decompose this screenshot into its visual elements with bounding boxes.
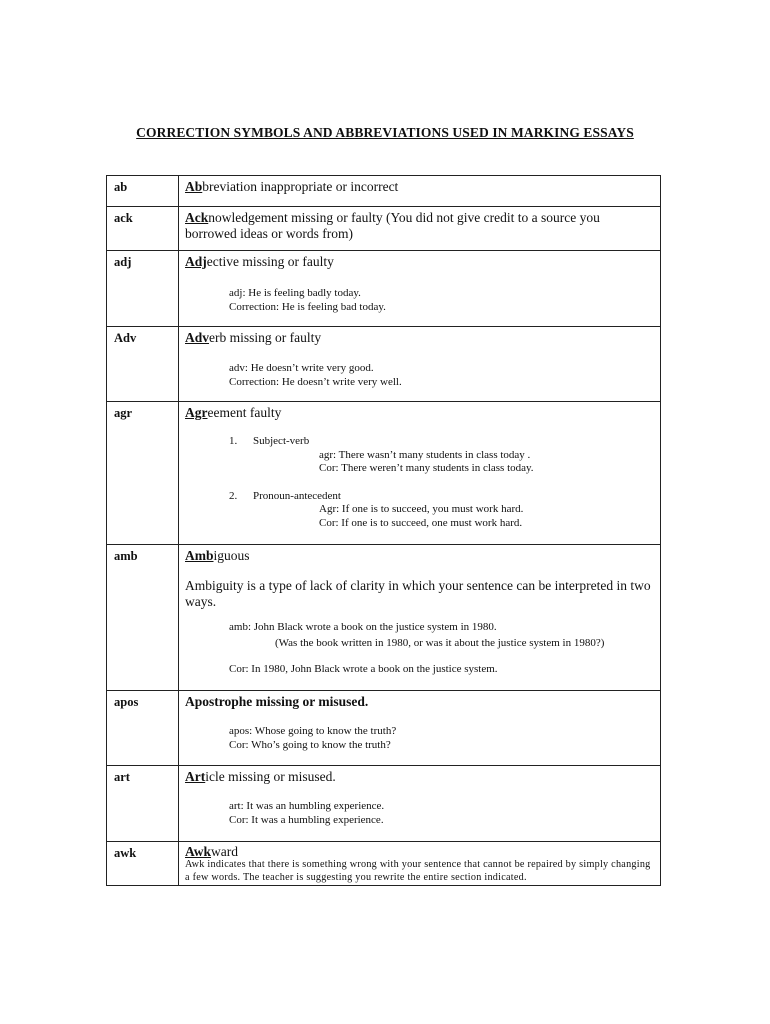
row-heading: Awkward (185, 844, 239, 859)
table-row-amb (107, 545, 661, 691)
table-row-adv (107, 327, 661, 402)
list-item: 2. Pronoun-antecedent (229, 489, 341, 502)
symbol-cell: awk (107, 842, 179, 886)
description-cell (179, 545, 661, 691)
row-heading: Adverb missing or faulty (185, 330, 322, 345)
row-heading: Abbreviation inappropriate or incorrect (185, 179, 399, 194)
description-cell (179, 207, 661, 251)
description-cell (179, 766, 661, 842)
description-cell (179, 402, 661, 545)
example-line: art: It was an humbling experience. (229, 800, 385, 812)
page-title: CORRECTION SYMBOLS AND ABBREVIATIONS USED IN MARKING ESSAYS (136, 125, 634, 140)
table-row-ab (107, 176, 661, 207)
symbol-cell: ab (107, 176, 179, 207)
correction-symbols-table (106, 175, 661, 886)
symbol-cell: ack (107, 207, 179, 251)
table-row-apos (107, 691, 661, 766)
correction-line: Cor: There weren’t many students in class today. (319, 462, 534, 474)
list-item: 1. Subject-verb (229, 435, 310, 447)
table-row-agr (107, 402, 661, 545)
row-heading: Ambiguous (185, 548, 250, 563)
example-line: amb: John Black wrote a book on the justice system in 1980. (229, 621, 497, 633)
correction-line: Cor: In 1980, John Black wrote a book on the justice system. (229, 663, 498, 675)
description-cell (179, 691, 661, 766)
table-row-adj (107, 251, 661, 327)
example-note: (Was the book written in 1980, or was it about the justice system in 1980?) (275, 636, 605, 649)
example-line: apos: Whose going to know the truth? (229, 725, 397, 737)
symbol-cell: agr (107, 402, 179, 545)
example-line: Agr: If one is to succeed, you must work hard. (319, 503, 524, 515)
correction-line: Cor: Who’s going to know the truth? (229, 738, 391, 751)
row-heading: Article missing or misused. (185, 769, 336, 784)
table-row-awk (107, 842, 661, 886)
description-cell (179, 251, 661, 327)
symbol-cell: Adv (107, 327, 179, 402)
definition-paragraph: Ambiguity is a type of lack of clarity in which your sentence can be interpreted in two ways. (185, 578, 651, 609)
definition-note: Awk indicates that there is something wrong with your sentence that cannot be repaired by simply changing a few words. The teacher is suggesting you rewrite the entire section indicated. (185, 859, 651, 883)
table-row-art (107, 766, 661, 842)
row-heading: Apostrophe missing or misused. (185, 694, 369, 709)
correction-line: Cor: If one is to succeed, one must work hard. (319, 516, 523, 529)
row-heading: Acknowledgement missing or faulty (You did not give credit to a source you borrowed ideas or words from) (185, 210, 600, 241)
row-heading: Agreement faulty (185, 405, 282, 420)
description-cell (179, 176, 661, 207)
symbol-cell: amb (107, 545, 179, 691)
description-cell (179, 842, 661, 886)
description-cell (179, 327, 661, 402)
example-line: adj: He is feeling badly today. (229, 287, 361, 299)
correction-line: Correction: He doesn’t write very well. (229, 375, 402, 388)
example-line: agr: There wasn’t many students in class today . (319, 448, 531, 461)
row-heading: Adjective missing or faulty (185, 254, 334, 269)
symbol-cell: art (107, 766, 179, 842)
correction-line: Cor: It was a humbling experience. (229, 813, 384, 826)
table-row-ack (107, 207, 661, 251)
symbol-cell: adj (107, 251, 179, 327)
symbol-cell: apos (107, 691, 179, 766)
example-line: adv: He doesn’t write very good. (229, 362, 374, 374)
correction-line: Correction: He is feeling bad today. (229, 300, 386, 313)
